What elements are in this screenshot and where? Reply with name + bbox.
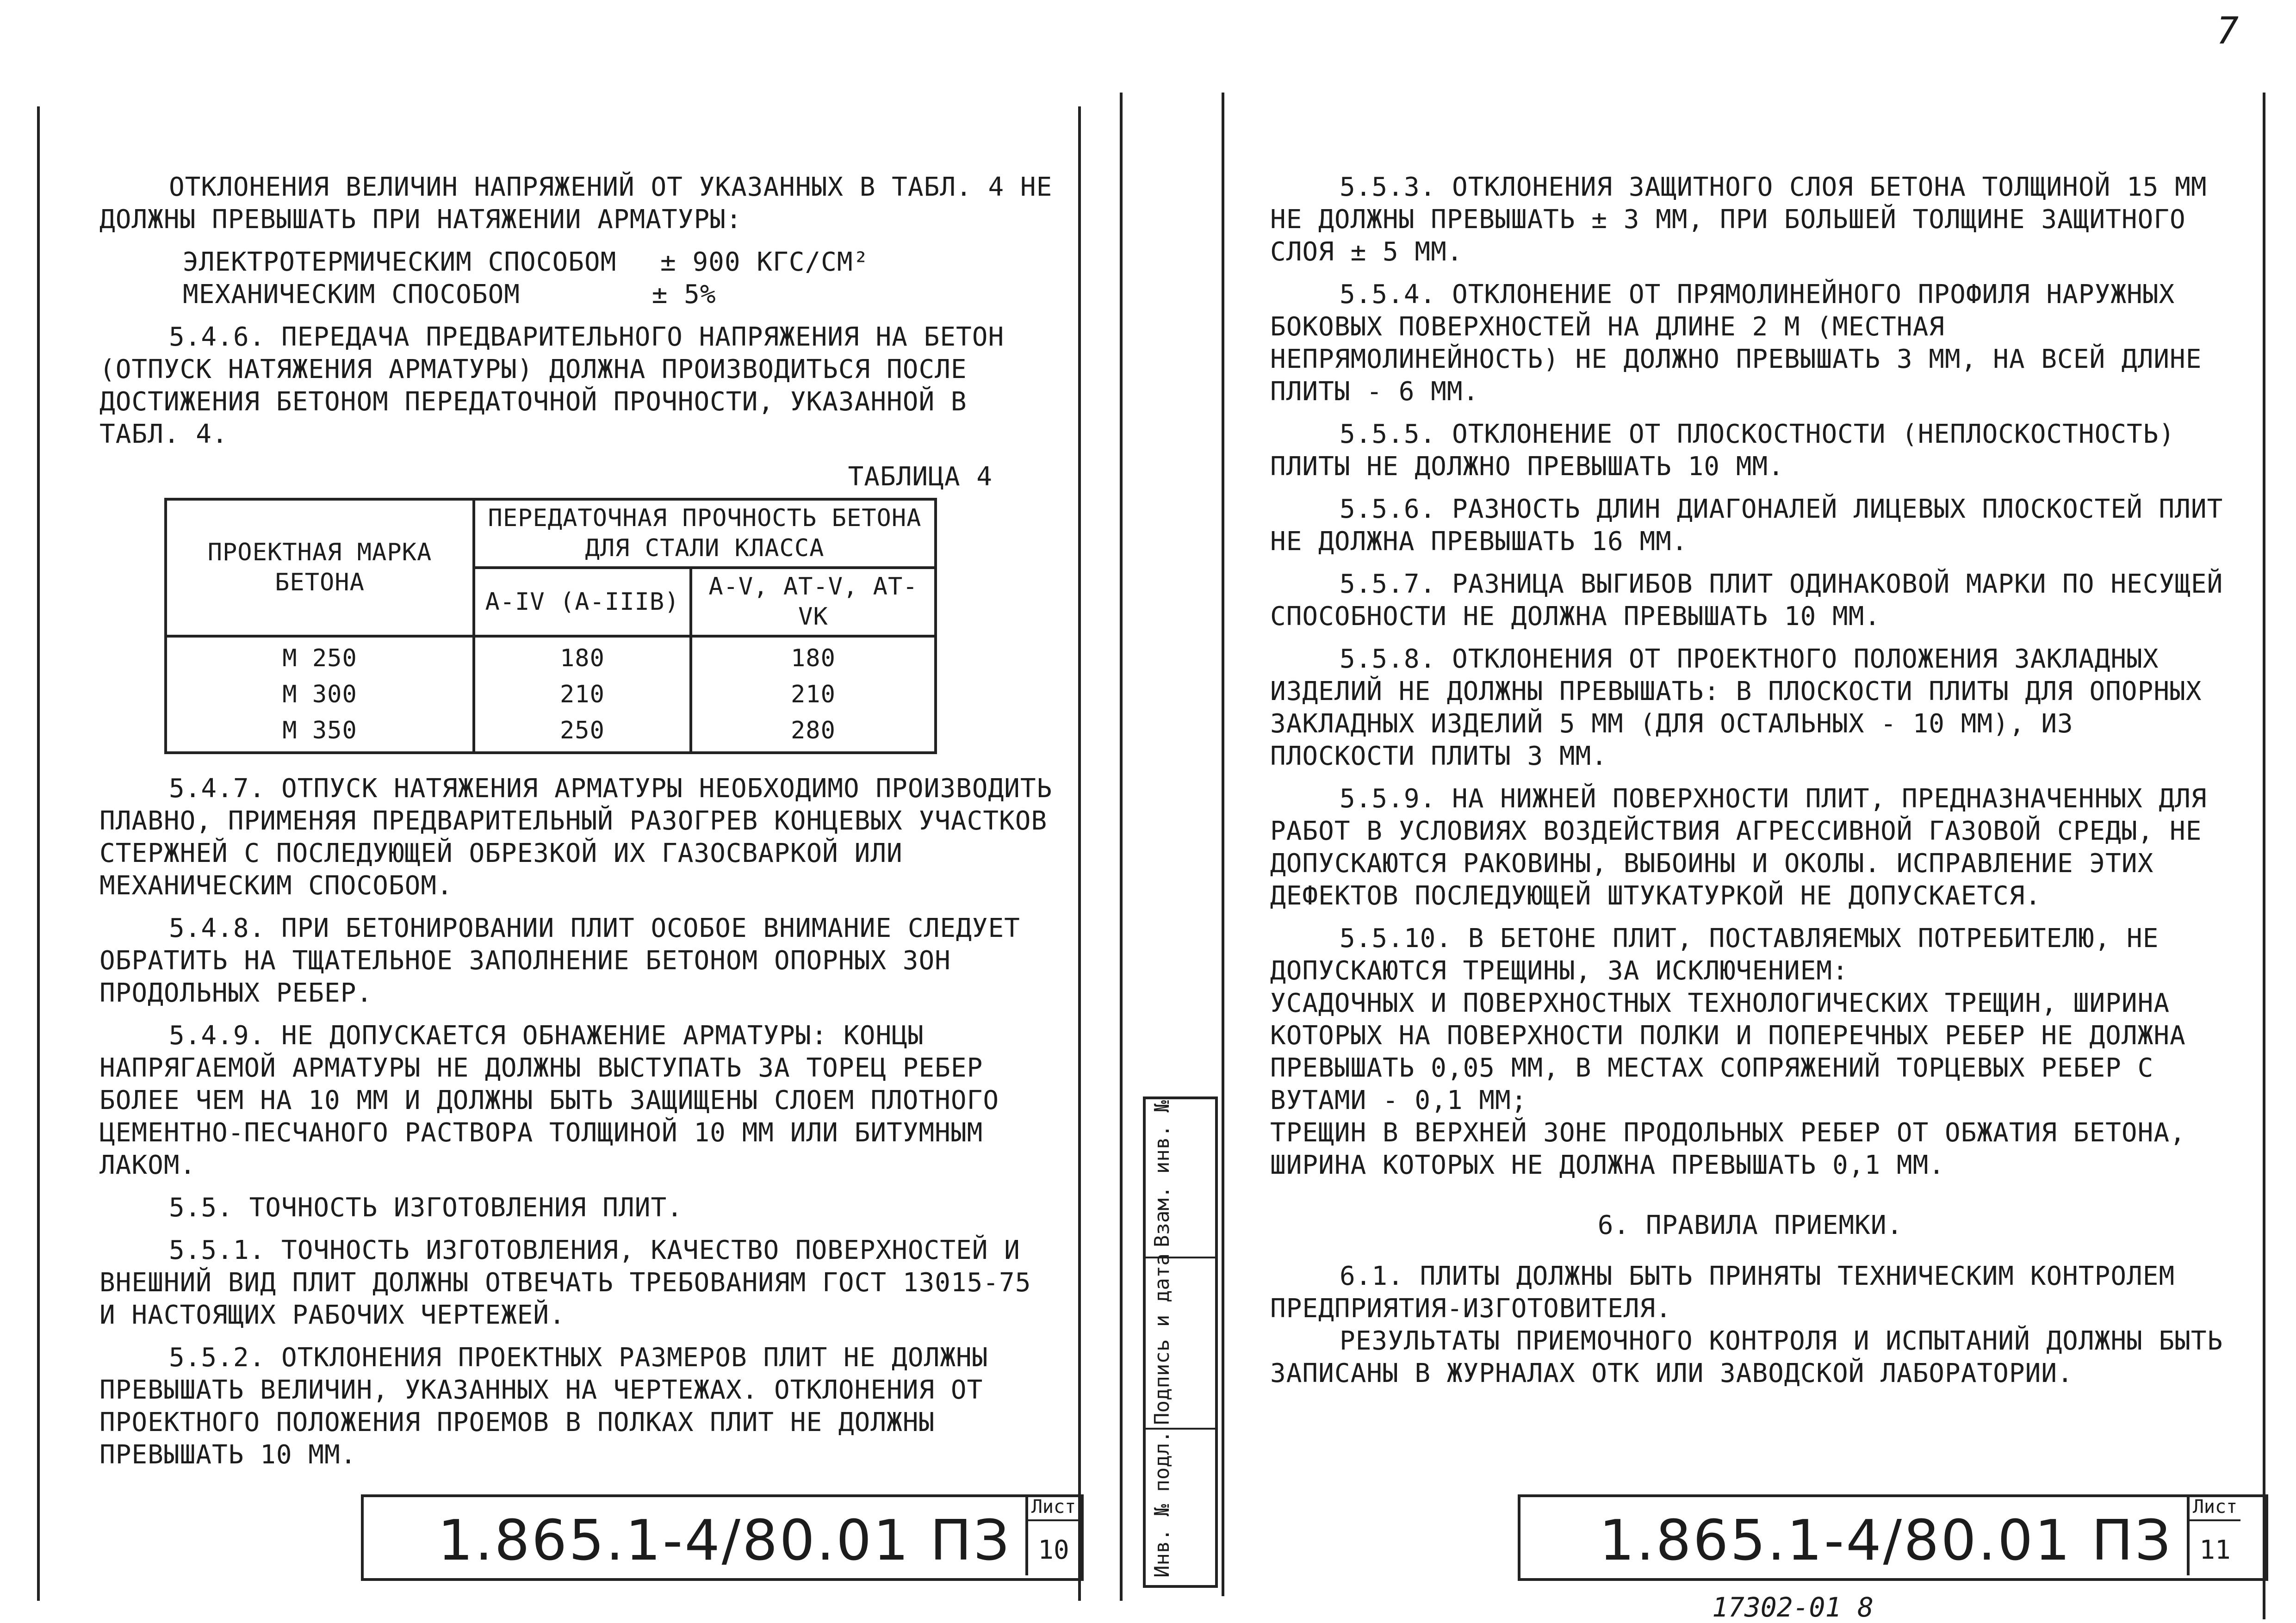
- paragraph-6-1-results: РЕЗУЛЬТАТЫ ПРИЕМОЧНОГО КОНТРОЛЯ И ИСПЫТАНИЙ ДОЛЖНЫ БЫТЬ ЗАПИСАНЫ В ЖУРНАЛАХ ОТК ИЛИ ЗАВОДСКОЙ ЛАБОРАТОРИИ.: [1270, 1326, 2223, 1388]
- left-page-text: [99, 171, 1057, 1481]
- page-number: 7: [2216, 9, 2239, 52]
- paragraph-5-4-8: 5.4.8. ПРИ БЕТОНИРОВАНИИ ПЛИТ ОСОБОЕ ВНИМАНИЕ СЛЕДУЕТ ОБРАТИТЬ НА ТЩАТЕЛЬНОЕ ЗАПОЛНЕНИЕ БЕТОНОМ ОПОРНЫХ ЗОН ПРОДОЛЬНЫХ РЕБЕР.: [99, 913, 1020, 1008]
- table-cell: 250: [560, 717, 605, 744]
- sub-header-a4: А-IV (А-IIIВ): [474, 568, 691, 636]
- archive-number: 17302-01 8: [1712, 1592, 1874, 1623]
- method-value: ± 5%: [652, 279, 716, 310]
- sub-header-a5: А-V, АТ-V, АТ-VК: [691, 568, 936, 636]
- table-cell: М 350: [282, 717, 357, 744]
- method-value: ± 900 КГС/СМ²: [660, 247, 869, 277]
- sidebar-label: Подпись и дата: [1150, 1253, 1174, 1425]
- a5-values-cell: [691, 636, 936, 753]
- paragraph-5-5-10-item-b: ТРЕЩИН В ВЕРХНЕЙ ЗОНЕ ПРОДОЛЬНЫХ РЕБЕР ОТ ОБЖАТИЯ БЕТОНА, ШИРИНА КОТОРЫХ НЕ ДОЛЖНА ПРЕВЫШАТЬ 0,1 ММ.: [1270, 1118, 2186, 1180]
- approval-sidebar: [1143, 1096, 1218, 1588]
- a4-values-cell: [474, 636, 691, 753]
- paragraph-5-5-10-item-a: УСАДОЧНЫХ И ПОВЕРХНОСТНЫХ ТЕХНОЛОГИЧЕСКИХ ТРЕЩИН, ШИРИНА КОТОРЫХ НА ПОВЕРХНОСТИ ПОЛКИ И ПОПЕРЕЧНЫХ РЕБЕР НЕ ДОЛЖНА ПРЕВЫШАТЬ 0,05 ММ, В МЕСТАХ СОПРЯЖЕНИЙ ТОРЦЕВЫХ РЕБЕР С ВУТАМИ - 0,1 ММ;: [1270, 988, 2186, 1115]
- right-title-block: [1518, 1494, 2268, 1581]
- right-page-right-border: [2263, 93, 2265, 1619]
- left-page-border: [37, 106, 40, 1601]
- paragraph-5-5-9: 5.5.9. НА НИЖНЕЙ ПОВЕРХНОСТИ ПЛИТ, ПРЕДНАЗНАЧЕННЫХ ДЛЯ РАБОТ В УСЛОВИЯХ ВОЗДЕЙСТВИЯ АГРЕССИВНОЙ ГАЗОВОЙ СРЕДЫ, НЕ ДОПУСКАЮТСЯ РАКОВИНЫ, ВЫБОИНЫ И ОКОЛЫ. ИСПРАВЛЕНИЕ ЭТИХ ДЕФЕКТОВ ПОСЛЕДУЮЩЕЙ ШТУКАТУРКОЙ НЕ ДОПУСКАЕТСЯ.: [1270, 784, 2207, 911]
- sheet-number: 11: [2199, 1535, 2231, 1565]
- method-row: [183, 246, 1057, 279]
- paragraph-5-5-2: 5.5.2. ОТКЛОНЕНИЯ ПРОЕКТНЫХ РАЗМЕРОВ ПЛИТ НЕ ДОЛЖНЫ ПРЕВЫШАТЬ ВЕЛИЧИН, УКАЗАННЫХ НА ЧЕРТЕЖАХ. ОТКЛОНЕНИЯ ОТ ПРОЕКТНОГО ПОЛОЖЕНИЯ ПРОЕМОВ В ПОЛКАХ ПЛИТ НЕ ДОЛЖНЫ ПРЕВЫШАТЬ 10 ММ.: [99, 1343, 988, 1470]
- left-page-right-border: [1078, 106, 1081, 1601]
- right-page-text: [1270, 171, 2230, 1400]
- section-6-heading: 6. ПРАВИЛА ПРИЕМКИ.: [1597, 1210, 1903, 1240]
- method-row: [183, 279, 1057, 311]
- transfer-strength-table: [164, 498, 937, 754]
- sheet-label: Лист: [1028, 1494, 1079, 1521]
- table-cell: 210: [560, 681, 605, 708]
- marks-cell: [166, 636, 474, 753]
- section-5-5-heading: 5.5. ТОЧНОСТЬ ИЗГОТОВЛЕНИЯ ПЛИТ.: [169, 1193, 683, 1223]
- sidebar-cell: [1146, 1099, 1215, 1257]
- document-code: 1.865.1-4/80.01 ПЗ: [1599, 1509, 2172, 1573]
- table-cell: М 300: [282, 681, 357, 708]
- sidebar-cell: [1146, 1428, 1215, 1582]
- sheet-label: Лист: [2190, 1494, 2240, 1521]
- paragraph-5-4-7: 5.4.7. ОТПУСК НАТЯЖЕНИЯ АРМАТУРЫ НЕОБХОДИМО ПРОИЗВОДИТЬ ПЛАВНО, ПРИМЕНЯЯ ПРЕДВАРИТЕЛЬНЫЙ РАЗОГРЕВ КОНЦЕВЫХ УЧАСТКОВ СТЕРЖНЕЙ С ПОСЛЕДУЮЩЕЙ ОБРЕЗКОЙ ИХ ГАЗОСВАРКОЙ ИЛИ МЕХАНИЧЕСКИМ СПОСОБОМ.: [99, 774, 1053, 901]
- table-cell: 210: [791, 681, 836, 708]
- sheet-number: 10: [1038, 1535, 1069, 1565]
- table-caption: ТАБЛИЦА 4: [848, 462, 993, 492]
- right-page-divider: [1222, 93, 1224, 1596]
- document-code: 1.865.1-4/80.01 ПЗ: [438, 1509, 1011, 1573]
- paragraph-5-5-3: 5.5.3. ОТКЛОНЕНИЯ ЗАЩИТНОГО СЛОЯ БЕТОНА ТОЛЩИНОЙ 15 ММ НЕ ДОЛЖНЫ ПРЕВЫШАТЬ ± 3 ММ, ПРИ БОЛЬШЕЙ ТОЛЩИНЕ ЗАЩИТНОГО СЛОЯ ± 5 ММ.: [1270, 172, 2207, 267]
- group-header-strength: ПЕРЕДАТОЧНАЯ ПРОЧНОСТЬ БЕТОНА ДЛЯ СТАЛИ КЛАССА: [474, 499, 936, 568]
- sheet-box: [2187, 1494, 2240, 1575]
- paragraph-5-5-5: 5.5.5. ОТКЛОНЕНИЕ ОТ ПЛОСКОСТНОСТИ (НЕПЛОСКОСТНОСТЬ) ПЛИТЫ НЕ ДОЛЖНО ПРЕВЫШАТЬ 10 ММ.: [1270, 419, 2175, 482]
- left-title-block: [361, 1494, 1084, 1581]
- table-cell: 180: [791, 644, 836, 672]
- sheet-box: [1025, 1494, 1079, 1575]
- paragraph-5-5-8: 5.5.8. ОТКЛОНЕНИЯ ОТ ПРОЕКТНОГО ПОЛОЖЕНИЯ ЗАКЛАДНЫХ ИЗДЕЛИЙ НЕ ДОЛЖНЫ ПРЕВЫШАТЬ: В ПЛОСКОСТИ ПЛИТЫ ДЛЯ ОПОРНЫХ ЗАКЛАДНЫХ ИЗДЕЛИЙ 5 ММ (ДЛЯ ОСТАЛЬНЫХ - 10 ММ), ИЗ ПЛОСКОСТИ ПЛИТЫ 3 ММ.: [1270, 644, 2202, 771]
- method-name: ЭЛЕКТРОТЕРМИЧЕСКИМ СПОСОБОМ: [183, 247, 617, 277]
- table-cell: 280: [791, 717, 836, 744]
- method-name: МЕХАНИЧЕСКИМ СПОСОБОМ: [183, 279, 521, 310]
- deviation-intro: ОТКЛОНЕНИЯ ВЕЛИЧИН НАПРЯЖЕНИЙ ОТ УКАЗАННЫХ В ТАБЛ. 4 НЕ ДОЛЖНЫ ПРЕВЫШАТЬ ПРИ НАТЯЖЕНИИ АРМАТУРЫ:: [99, 172, 1053, 235]
- paragraph-5-4-9: 5.4.9. НЕ ДОПУСКАЕТСЯ ОБНАЖЕНИЕ АРМАТУРЫ: КОНЦЫ НАПРЯГАЕМОЙ АРМАТУРЫ НЕ ДОЛЖНЫ ВЫСТУПАТЬ ЗА ТОРЕЦ РЕБЕР БОЛЕЕ ЧЕМ НА 10 ММ И ДОЛЖНЫ БЫТЬ ЗАЩИЩЕНЫ СЛОЕМ ПЛОТНОГО ЦЕМЕНТНО-ПЕСЧАНОГО РАСТВОРА ТОЛЩИНОЙ 10 ММ ИЛИ БИТУМНЫМ ЛАКОМ.: [99, 1021, 999, 1180]
- sidebar-label: Взам. инв. №: [1150, 1100, 1174, 1247]
- table-cell: 180: [560, 644, 605, 672]
- paragraph-5-5-4: 5.5.4. ОТКЛОНЕНИЕ ОТ ПРЯМОЛИНЕЙНОГО ПРОФИЛЯ НАРУЖНЫХ БОКОВЫХ ПОВЕРХНОСТЕЙ НА ДЛИНЕ 2 М (МЕСТНАЯ НЕПРЯМОЛИНЕЙНОСТЬ) НЕ ДОЛЖНО ПРЕВЫШАТЬ 3 ММ, НА ВСЕЙ ДЛИНЕ ПЛИТЫ - 6 ММ.: [1270, 279, 2202, 407]
- right-page-left-border: [1120, 93, 1123, 1601]
- sidebar-cell: [1146, 1253, 1215, 1430]
- paragraph-5-4-6: 5.4.6. ПЕРЕДАЧА ПРЕДВАРИТЕЛЬНОГО НАПРЯЖЕНИЯ НА БЕТОН (ОТПУСК НАТЯЖЕНИЯ АРМАТУРЫ) ДОЛЖНА ПРОИЗВОДИТЬСЯ ПОСЛЕ ДОСТИЖЕНИЯ БЕТОНОМ ПЕРЕДАТОЧНОЙ ПРОЧНОСТИ, УКАЗАННОЙ В ТАБЛ. 4.: [99, 322, 1005, 449]
- col-header-concrete-mark: ПРОЕКТНАЯ МАРКА БЕТОНА: [166, 499, 474, 636]
- table-cell: М 250: [282, 644, 357, 672]
- paragraph-5-5-7: 5.5.7. РАЗНИЦА ВЫГИБОВ ПЛИТ ОДИНАКОВОЙ МАРКИ ПО НЕСУЩЕЙ СПОСОБНОСТИ НЕ ДОЛЖНА ПРЕВЫШАТЬ 10 ММ.: [1270, 569, 2223, 632]
- paragraph-6-1: 6.1. ПЛИТЫ ДОЛЖНЫ БЫТЬ ПРИНЯТЫ ТЕХНИЧЕСКИМ КОНТРОЛЕМ ПРЕДПРИЯТИЯ-ИЗГОТОВИТЕЛЯ.: [1270, 1261, 2175, 1324]
- paragraph-5-5-1: 5.5.1. ТОЧНОСТЬ ИЗГОТОВЛЕНИЯ, КАЧЕСТВО ПОВЕРХНОСТЕЙ И ВНЕШНИЙ ВИД ПЛИТ ДОЛЖНЫ ОТВЕЧАТЬ ТРЕБОВАНИЯМ ГОСТ 13015-75 И НАСТОЯЩИХ РАБОЧИХ ЧЕРТЕЖЕЙ.: [99, 1235, 1031, 1330]
- sidebar-label: Инв. № подл.: [1150, 1431, 1174, 1578]
- paragraph-5-5-6: 5.5.6. РАЗНОСТЬ ДЛИН ДИАГОНАЛЕЙ ЛИЦЕВЫХ ПЛОСКОСТЕЙ ПЛИТ НЕ ДОЛЖНА ПРЕВЫШАТЬ 16 ММ.: [1270, 494, 2223, 557]
- paragraph-5-5-10: 5.5.10. В БЕТОНЕ ПЛИТ, ПОСТАВЛЯЕМЫХ ПОТРЕБИТЕЛЮ, НЕ ДОПУСКАЮТСЯ ТРЕЩИНЫ, ЗА ИСКЛЮЧЕНИЕМ:: [1270, 923, 2159, 986]
- method-list: [183, 246, 1057, 311]
